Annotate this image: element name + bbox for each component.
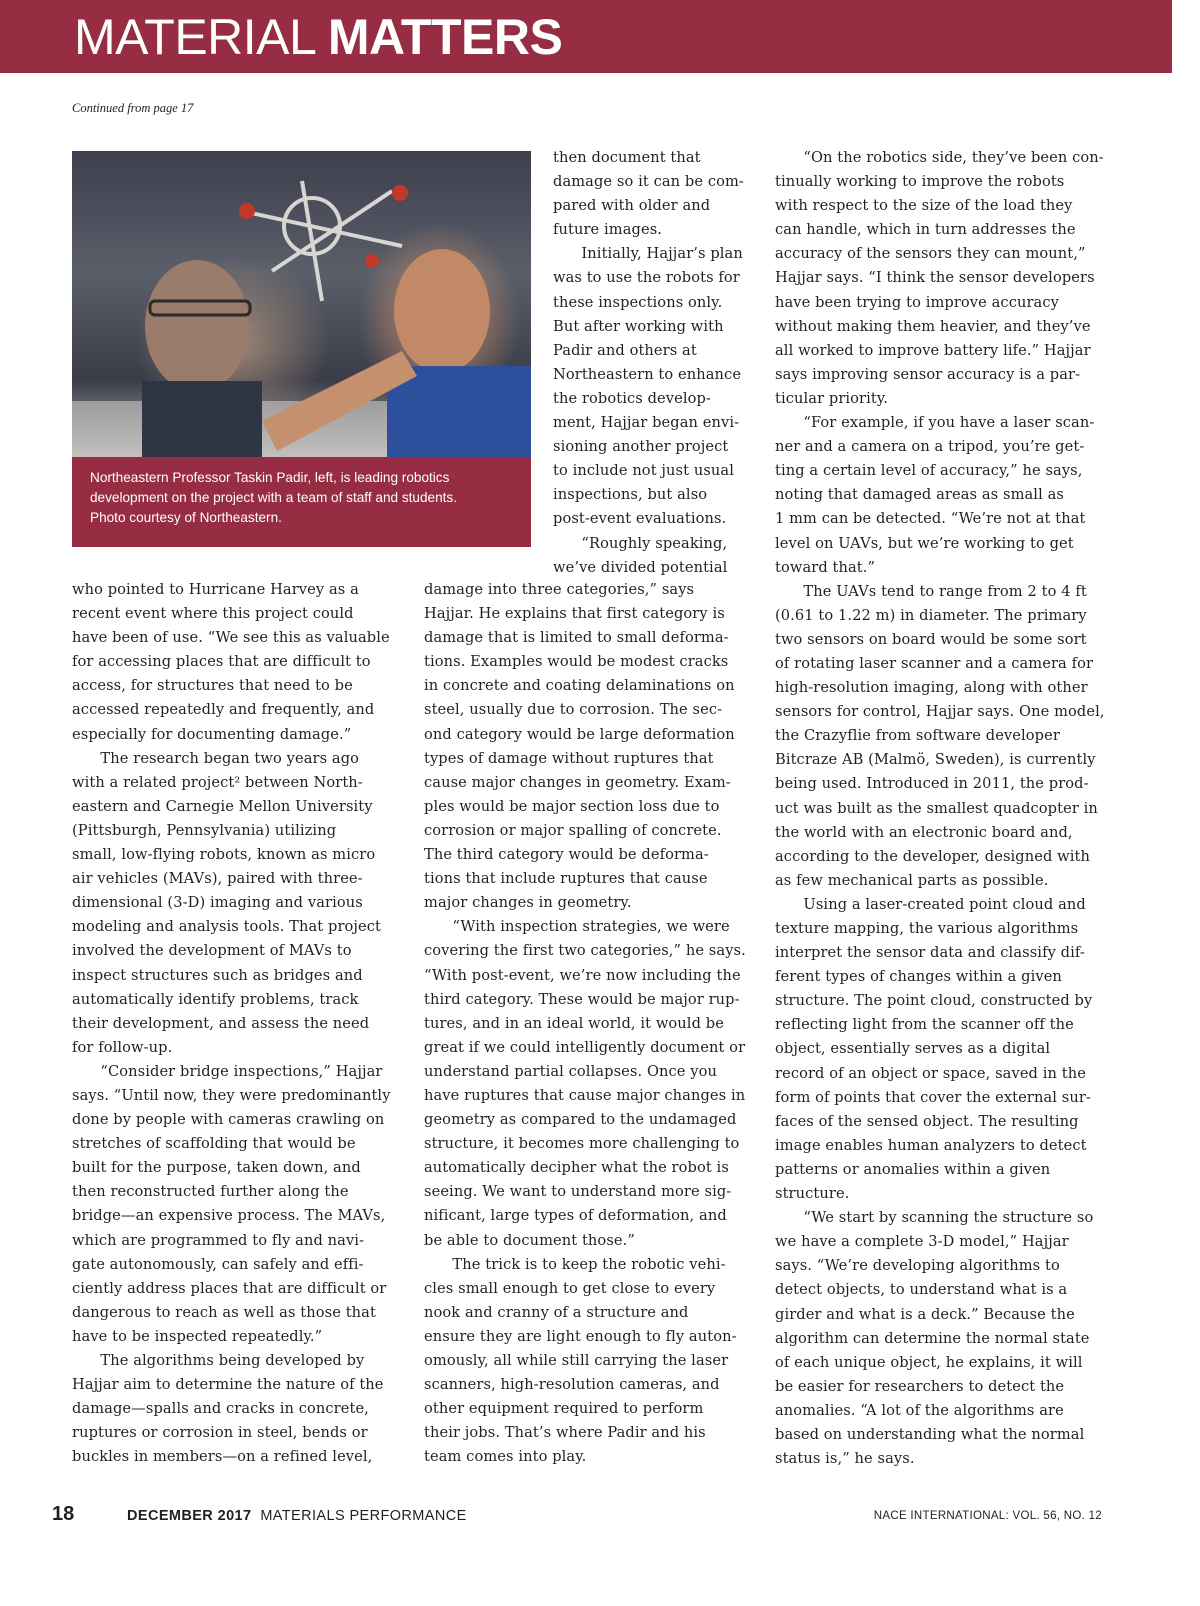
caption-text: Northeastern Professor Taskin Padir, left, is leading robotics development on the project with a team of staff and students. Photo courtesy of Northeastern. (90, 470, 458, 525)
column-1-text: who pointed to Hurricane Harvey as a recent event where this project could have been of use. “We see this as valuable for accessing places that are difficult to access, for structures that need to be accessed repeatedly and frequently, and especially for documenting damage.” The research began two years ago with a related project² between North- eastern and Carnegie Mellon University (Pittsburgh, Pennsylvania) utilizing small, low-flying robots, known as micro air vehicles (MAVs), paired with three- dimensional (3-D) imaging and various modeling and analysis tools. That project involved the development of MAVs to inspect structures such as bridges and automatically identify problems, track their development, and assess the need for follow-up. “Consider bridge inspections,” Hajjar says. “Until now, they were predominantly done by people with cameras crawling on stretches of scaffolding that would be built for the purpose, taken down, and then reconstructed further along the bridge—an expensive process. The MAVs, which are programmed to fly and navi- gate autonomously, can safely and effi- ciently address places that are difficult or dangerous to reach as well as those that have to be inspected repeatedly.” The algorithms being developed by Hajjar aim to determine the nature of the damage—spalls and cracks in concrete, ruptures or corrosion in steel, bends or buckles in members—on a refined level, (72, 581, 391, 1466)
photo-caption (72, 457, 531, 547)
article-photo (72, 151, 531, 457)
volume-number: VOL. 56, NO. 12 (1012, 1510, 1102, 1522)
issue-date: DECEMBER 2017 (127, 1508, 252, 1524)
section-title (74, 10, 562, 65)
column-2-top-text: then document that damage so it can be com- pared with older and future images. Initially, Hajjar’s plan was to use the robots for these inspections only. But after working with Padir and others at Northeastern to enhance the robotics develop- ment, Hajjar began envi- sioning another project to include not just usual inspections, but also post-event evaluations. “Roughly speaking, we’ve divided potential (553, 149, 744, 576)
publisher-name: NACE INTERNATIONAL: (873, 1510, 1009, 1522)
page-number: 18 (52, 1503, 75, 1525)
photo-illustration (72, 151, 531, 457)
volume-info (874, 1510, 1102, 1522)
masthead (0, 0, 1172, 73)
section-title-light: MATERIAL (74, 9, 328, 65)
continued-note: Continued from page 17 (72, 101, 194, 115)
issue-info (127, 1508, 467, 1524)
section-title-bold: MATTERS (327, 9, 563, 65)
column-3-text: “On the robotics side, they’ve been con- tinually working to improve the robots with respect to the size of the load they can handle, which in turn addresses the accuracy of the sensors they can mount,” Hajjar says. “I think the sensor developers have been trying to improve accuracy without making them heavier, and they’ve all worked to improve battery life.” Hajjar says improving sensor accuracy is a par- ticular priority. “For example, if you have a laser scan- ner and a camera on a tripod, you’re get- ting a certain level of accuracy,” he says, noting that damaged areas as small as 1 mm can be detected. “We’re not at that level on UAVs, but we’re working to get toward that.” The UAVs tend to range from 2 to 4 ft (0.61 to 1.22 m) in diameter. The primary two sensors on board would be some sort of rotating laser scanner and a camera for high-resolution imaging, along with other sensors for control, Hajjar says. One model, the Crazyflie from software developer Bitcraze AB (Malmö, Sweden), is currently being used. Introduced in 2011, the prod- uct was built as the smallest quadcopter in the world with an electronic board and, according to the developer, designed with as few mechanical parts as possible. Using a laser-created point cloud and texture mapping, the various algorithms interpret the sensor data and classify dif- ferent types of changes within a given structure. The point cloud, constructed by reflecting light from the scanner off the object, essentially serves as a digital record of an object or space, saved in the form of points that cover the external sur- faces of the sensed object. The resulting image enables human analyzers to detect patterns or anomalies within a given structure. “We start by scanning the structure so we have a complete 3-D model,” Hajjar says. “We’re developing algorithms to detect objects, to understand what is a girder and what is a deck.” Because the algorithm can determine the normal state of each unique object, he explains, it will be easier for researchers to detect the anomalies. “A lot of the algorithms are based on understanding what the normal status is,” he says. (775, 149, 1105, 1468)
column-2-text: damage into three categories,” says Hajjar. He explains that first category is damage that is limited to small deforma- tions. Examples would be modest cracks in concrete and coating delaminations on steel, usually due to corrosion. The sec- ond category would be large deformation types of damage without ruptures that cause major changes in geometry. Exam- ples would be major section loss due to corrosion or major spalling of concrete. The third category would be deforma- tions that include ruptures that cause major changes in geometry. “With inspection strategies, we were covering the first two categories,” he says. “With post-event, we’re now including the third category. These would be major rup- tures, and in an ideal world, it would be great if we could intelligently document or understand partial collapses. Once you have ruptures that cause major changes in geometry as compared to the undamaged structure, it becomes more challenging to automatically decipher what the robot is seeing. We want to understand more sig- nificant, large types of deformation, and be able to document those.” The trick is to keep the robotic vehi- cles small enough to get close to every nook and cranny of a structure and ensure they are light enough to fly auton- omously, all while still carrying the laser scanners, high-resolution cameras, and other equipment required to perform their jobs. That’s where Padir and his team comes into play. (424, 581, 746, 1466)
magazine-name: MATERIALS PERFORMANCE (260, 1508, 467, 1524)
